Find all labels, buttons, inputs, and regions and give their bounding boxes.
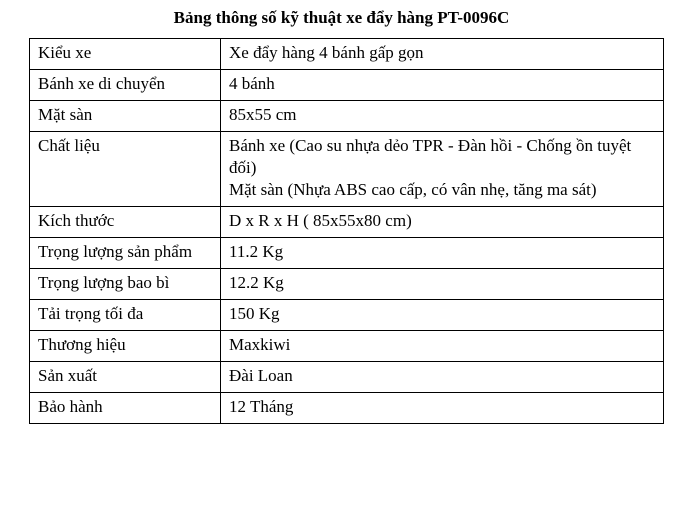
row-value-text: 85x55 cm [229, 105, 297, 124]
table-row [30, 70, 664, 101]
spec-table [29, 38, 664, 424]
row-value [221, 269, 664, 300]
row-value [221, 101, 664, 132]
row-value-text: Đài Loan [229, 366, 293, 385]
row-value-text: 4 bánh [229, 74, 275, 93]
row-value-text: 12.2 Kg [229, 273, 284, 292]
table-row [30, 300, 664, 331]
row-value-text: 11.2 Kg [229, 242, 284, 261]
row-label: Chất liệu [30, 132, 221, 207]
row-value [221, 300, 664, 331]
row-value [221, 132, 664, 207]
row-value [221, 362, 664, 393]
row-value [221, 238, 664, 269]
row-label: Kiểu xe [30, 39, 221, 70]
table-row [30, 207, 664, 238]
row-label: Sản xuất [30, 362, 221, 393]
row-label: Kích thước [30, 207, 221, 238]
row-label: Bảo hành [30, 393, 221, 424]
row-value-text: 150 Kg [229, 304, 280, 323]
table-row [30, 132, 664, 207]
row-label: Thương hiệu [30, 331, 221, 362]
row-value [221, 331, 664, 362]
table-title: Bảng thông số kỹ thuật xe đẩy hàng PT-0096C [173, 8, 510, 27]
table-row [30, 331, 664, 362]
row-value-text: 12 Tháng [229, 397, 294, 416]
row-value-text: Maxkiwi [229, 335, 291, 354]
table-row [30, 362, 664, 393]
row-value-text: Xe đẩy hàng 4 bánh gấp gọn [229, 43, 424, 62]
row-value [221, 393, 664, 424]
table-row [30, 393, 664, 424]
row-label: Bánh xe di chuyển [30, 70, 221, 101]
table-row [30, 101, 664, 132]
row-value-text: D x R x H ( 85x55x80 cm) [229, 211, 412, 230]
table-row [30, 238, 664, 269]
table-row [30, 269, 664, 300]
row-value [221, 39, 664, 70]
row-value-text: Mặt sàn (Nhựa ABS cao cấp, có vân nhẹ, tăng ma sát) [229, 180, 597, 199]
row-value-text: Bánh xe (Cao su nhựa dẻo TPR - Đàn hồi - Chống ồn tuyệt đối) [229, 136, 632, 177]
row-value [221, 70, 664, 101]
row-label: Tải trọng tối đa [30, 300, 221, 331]
row-value [221, 207, 664, 238]
row-label: Mặt sàn [30, 101, 221, 132]
row-label: Trọng lượng bao bì [30, 269, 221, 300]
row-label: Trọng lượng sản phẩm [30, 238, 221, 269]
table-row [30, 39, 664, 70]
